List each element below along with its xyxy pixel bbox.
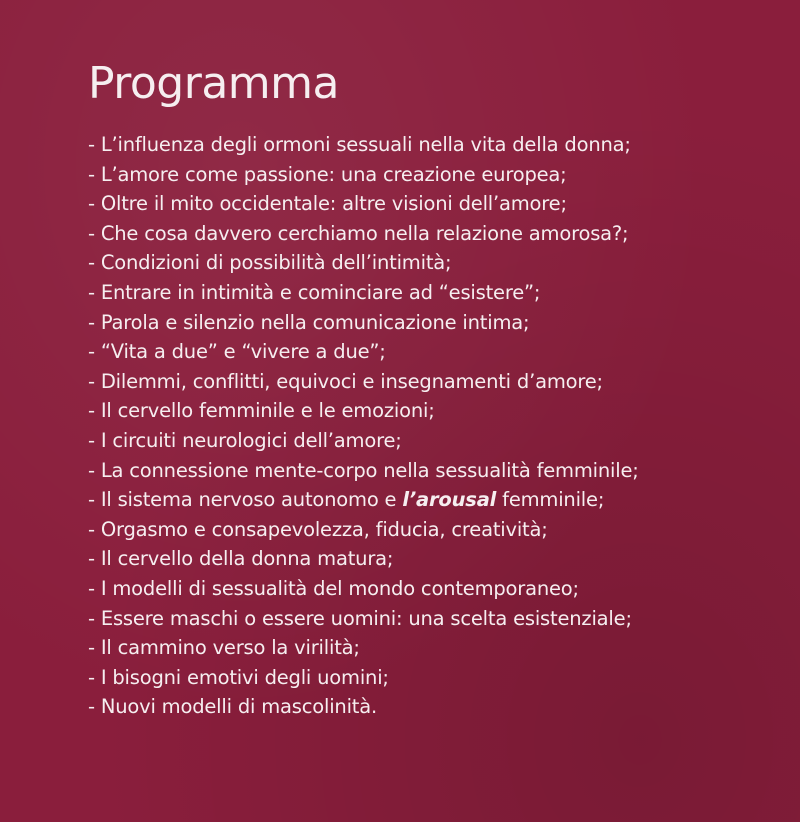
program-item xyxy=(88,189,778,219)
program-item xyxy=(88,337,778,367)
program-item-text: - L’amore come passione: una creazione europea; xyxy=(88,162,567,186)
program-item xyxy=(88,367,778,397)
program-item-text: - Nuovi modelli di mascolinità. xyxy=(88,695,377,719)
program-item-text: - I circuiti neurologici dell’amore; xyxy=(88,428,402,452)
program-item-text: - Oltre il mito occidentale: altre visioni dell’amore; xyxy=(88,192,567,216)
program-item xyxy=(88,692,778,722)
program-item xyxy=(88,515,778,545)
program-item-text: - Che cosa davvero cerchiamo nella relazione amorosa?; xyxy=(88,221,629,245)
program-item-text: - Orgasmo e consapevolezza, fiducia, creatività; xyxy=(88,517,548,541)
program-item xyxy=(88,248,778,278)
program-item-text-before: - Il sistema nervoso autonomo e xyxy=(88,488,403,512)
program-item-text: - I bisogni emotivi degli uomini; xyxy=(88,665,389,689)
program-item-emphasis: l’arousal xyxy=(402,488,497,512)
program-item xyxy=(88,604,778,634)
program-item-text: - Condizioni di possibilità dell’intimità; xyxy=(88,251,452,275)
program-item-text: - I modelli di sessualità del mondo contemporaneo; xyxy=(88,576,579,600)
program-item xyxy=(88,456,778,486)
program-item xyxy=(88,160,778,190)
program-item xyxy=(88,633,778,663)
program-item xyxy=(88,219,778,249)
program-item-text: - Il cervello della donna matura; xyxy=(88,547,394,571)
program-item xyxy=(88,130,778,160)
program-item-text: - L’influenza degli ormoni sessuali nella vita della donna; xyxy=(88,133,631,156)
program-page xyxy=(88,56,778,722)
program-item-text: - “Vita a due” e “vivere a due”; xyxy=(88,340,386,364)
program-item-text: - Essere maschi o essere uomini: una scelta esistenziale; xyxy=(88,606,632,630)
program-item-text: - Entrare in intimità e cominciare ad “esistere”; xyxy=(88,280,541,304)
program-item xyxy=(88,485,778,515)
program-item-text: - Il cammino verso la virilità; xyxy=(88,636,360,660)
program-item xyxy=(88,396,778,426)
program-item xyxy=(88,278,778,308)
page-title: Programma xyxy=(88,58,339,109)
program-item-text: - Il cervello femminile e le emozioni; xyxy=(88,399,435,423)
program-item-text: - La connessione mente-corpo nella sessualità femminile; xyxy=(88,458,639,482)
program-item xyxy=(88,574,778,604)
program-item-text: - Dilemmi, conflitti, equivoci e insegnamenti d’amore; xyxy=(88,369,603,393)
program-item xyxy=(88,544,778,574)
program-item-text-after: femminile; xyxy=(496,488,605,512)
program-item xyxy=(88,663,778,693)
program-item-text: - Parola e silenzio nella comunicazione intima; xyxy=(88,310,530,334)
program-list xyxy=(88,130,778,722)
program-item xyxy=(88,308,778,338)
program-item xyxy=(88,426,778,456)
